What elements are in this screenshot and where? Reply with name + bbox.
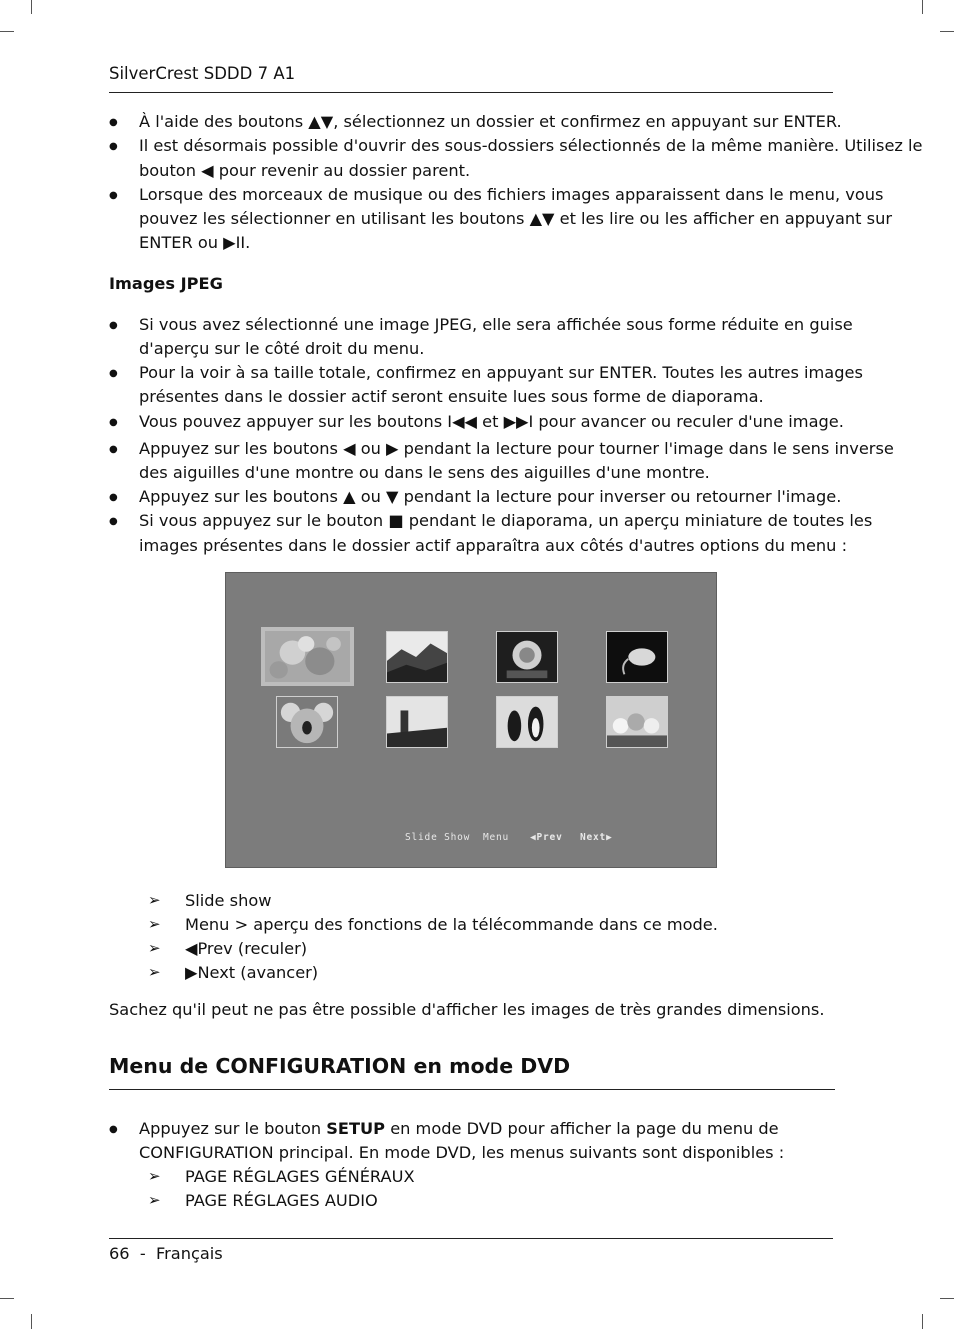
arrow-bullet-icon: ➢ bbox=[148, 1191, 161, 1209]
section1-bullet-3-line-3: ENTER ou ▶II. bbox=[139, 233, 251, 252]
bullet-dot: ● bbox=[109, 516, 118, 527]
setup-text-pre: Appuyez sur le bouton bbox=[139, 1119, 327, 1138]
crop-mark bbox=[940, 1298, 954, 1299]
thumbnail-image-penguins bbox=[496, 696, 558, 748]
crop-mark bbox=[922, 0, 923, 14]
thumbnail-image-flowers bbox=[261, 627, 354, 686]
arrow-bullet-icon: ➢ bbox=[148, 891, 161, 909]
option-menu: Menu > aperçu des fonctions de la télécommande dans ce mode. bbox=[185, 915, 718, 934]
bullet-dot: ● bbox=[109, 492, 118, 503]
jpeg-bullet-5-line-1: Appuyez sur les boutons ▲ ou ▼ pendant la lecture pour inverser ou retourner l'image. bbox=[139, 487, 842, 506]
note-paragraph: Sachez qu'il peut ne pas être possible d'afficher les images de très grandes dimensions. bbox=[109, 1000, 825, 1019]
bullet-dot: ● bbox=[109, 368, 118, 379]
bullet-dot: ● bbox=[109, 417, 118, 428]
section-heading: Menu de CONFIGURATION en mode DVD bbox=[109, 1054, 571, 1078]
jpeg-bullet-6-line-1: Si vous appuyez sur le bouton ■ pendant le diaporama, un aperçu miniature de toutes les bbox=[139, 511, 873, 530]
jpeg-bullet-3-line-1: Vous pouvez appuyer sur les boutons I◀◀ et ▶▶I pour avancer ou reculer d'une image. bbox=[139, 412, 844, 431]
jpeg-bullet-4-line-1: Appuyez sur les boutons ◀ ou ▶ pendant la lecture pour tourner l'image dans le sens inverse bbox=[139, 439, 894, 458]
jpeg-heading: Images JPEG bbox=[109, 274, 223, 293]
arrow-bullet-icon: ➢ bbox=[148, 1167, 161, 1185]
jpeg-bullet-1-line-2: d'aperçu sur le côté droit du menu. bbox=[139, 339, 425, 358]
setup-keyword: SETUP bbox=[326, 1119, 386, 1138]
thumbnail-image-rose bbox=[496, 631, 558, 683]
bullet-dot: ● bbox=[109, 444, 118, 455]
footer-rule bbox=[109, 1238, 833, 1239]
option-next: ▶Next (avancer) bbox=[185, 963, 319, 982]
jpeg-bullet-2-line-1: Pour la voir à sa taille totale, confirmez en appuyant sur ENTER. Toutes les autres images bbox=[139, 363, 863, 382]
bullet-dot: ● bbox=[109, 320, 118, 331]
crop-mark bbox=[0, 1298, 14, 1299]
jpeg-bullet-6-line-2: images présentes dans le dossier actif apparaîtra aux côtés d'autres options du menu : bbox=[139, 536, 848, 555]
jpeg-bullet-4-line-2: des aiguilles d'une montre ou dans le sens des aiguilles d'une montre. bbox=[139, 463, 710, 482]
section1-bullet-3-line-1: Lorsque des morceaux de musique ou des fichiers images apparaissent dans le menu, vous bbox=[139, 185, 884, 204]
setup-item-general: PAGE RÉGLAGES GÉNÉRAUX bbox=[185, 1167, 415, 1186]
section1-bullet-3-line-2: pouvez les sélectionner en utilisant les boutons ▲▼ et les lire ou les afficher en appuyant sur bbox=[139, 209, 893, 228]
bullet-dot: ● bbox=[109, 117, 118, 128]
bullet-dot: ● bbox=[109, 1124, 118, 1135]
jpeg-bullet-1-line-1: Si vous avez sélectionné une image JPEG, elle sera affichée sous forme réduite en guise bbox=[139, 315, 853, 334]
option-slide-show: Slide show bbox=[185, 891, 272, 910]
thumbnail-image-jellyfish bbox=[606, 631, 668, 683]
menu-option-menu: Menu bbox=[483, 832, 510, 843]
bullet-dot: ● bbox=[109, 190, 118, 201]
option-prev: ◀Prev (reculer) bbox=[185, 939, 308, 958]
setup-line-2: CONFIGURATION principal. En mode DVD, les menus suivants sont disponibles : bbox=[139, 1143, 785, 1162]
section1-bullet-2-line-2: bouton ◀ pour revenir au dossier parent. bbox=[139, 161, 471, 180]
thumbnail-image-lighthouse bbox=[386, 696, 448, 748]
arrow-bullet-icon: ➢ bbox=[148, 939, 161, 957]
crop-mark bbox=[940, 31, 954, 32]
page-header: SilverCrest SDDD 7 A1 bbox=[109, 64, 296, 83]
section1-bullet-2-line-1: Il est désormais possible d'ouvrir des sous-dossiers sélectionnés de la même manière. Utilisez le bbox=[139, 136, 923, 155]
setup-line-1 bbox=[139, 1119, 779, 1138]
header-rule bbox=[109, 92, 833, 93]
menu-option-next: Next▶ bbox=[580, 832, 613, 843]
crop-mark bbox=[0, 31, 14, 32]
menu-option-slide-show: Slide Show bbox=[405, 832, 471, 843]
setup-text-post: en mode DVD pour afficher la page du menu de bbox=[385, 1119, 779, 1138]
arrow-bullet-icon: ➢ bbox=[148, 963, 161, 981]
menu-option-prev: ◀Prev bbox=[530, 832, 563, 843]
crop-mark bbox=[31, 1314, 32, 1329]
section-rule bbox=[109, 1089, 835, 1090]
page-footer: 66 - Français bbox=[109, 1244, 223, 1263]
setup-item-audio: PAGE RÉGLAGES AUDIO bbox=[185, 1191, 378, 1210]
thumbnail-image-tulips bbox=[606, 696, 668, 748]
thumbnail-image-canyon bbox=[386, 631, 448, 683]
jpeg-bullet-2-line-2: présentes dans le dossier actif seront ensuite lues sous forme de diaporama. bbox=[139, 387, 764, 406]
section1-bullet-1-line-1: À l'aide des boutons ▲▼, sélectionnez un dossier et confirmez en appuyant sur ENTER. bbox=[139, 112, 842, 131]
thumbnail-image-koala bbox=[276, 696, 338, 748]
crop-mark bbox=[922, 1314, 923, 1329]
bullet-dot: ● bbox=[109, 141, 118, 152]
crop-mark bbox=[31, 0, 32, 14]
arrow-bullet-icon: ➢ bbox=[148, 915, 161, 933]
